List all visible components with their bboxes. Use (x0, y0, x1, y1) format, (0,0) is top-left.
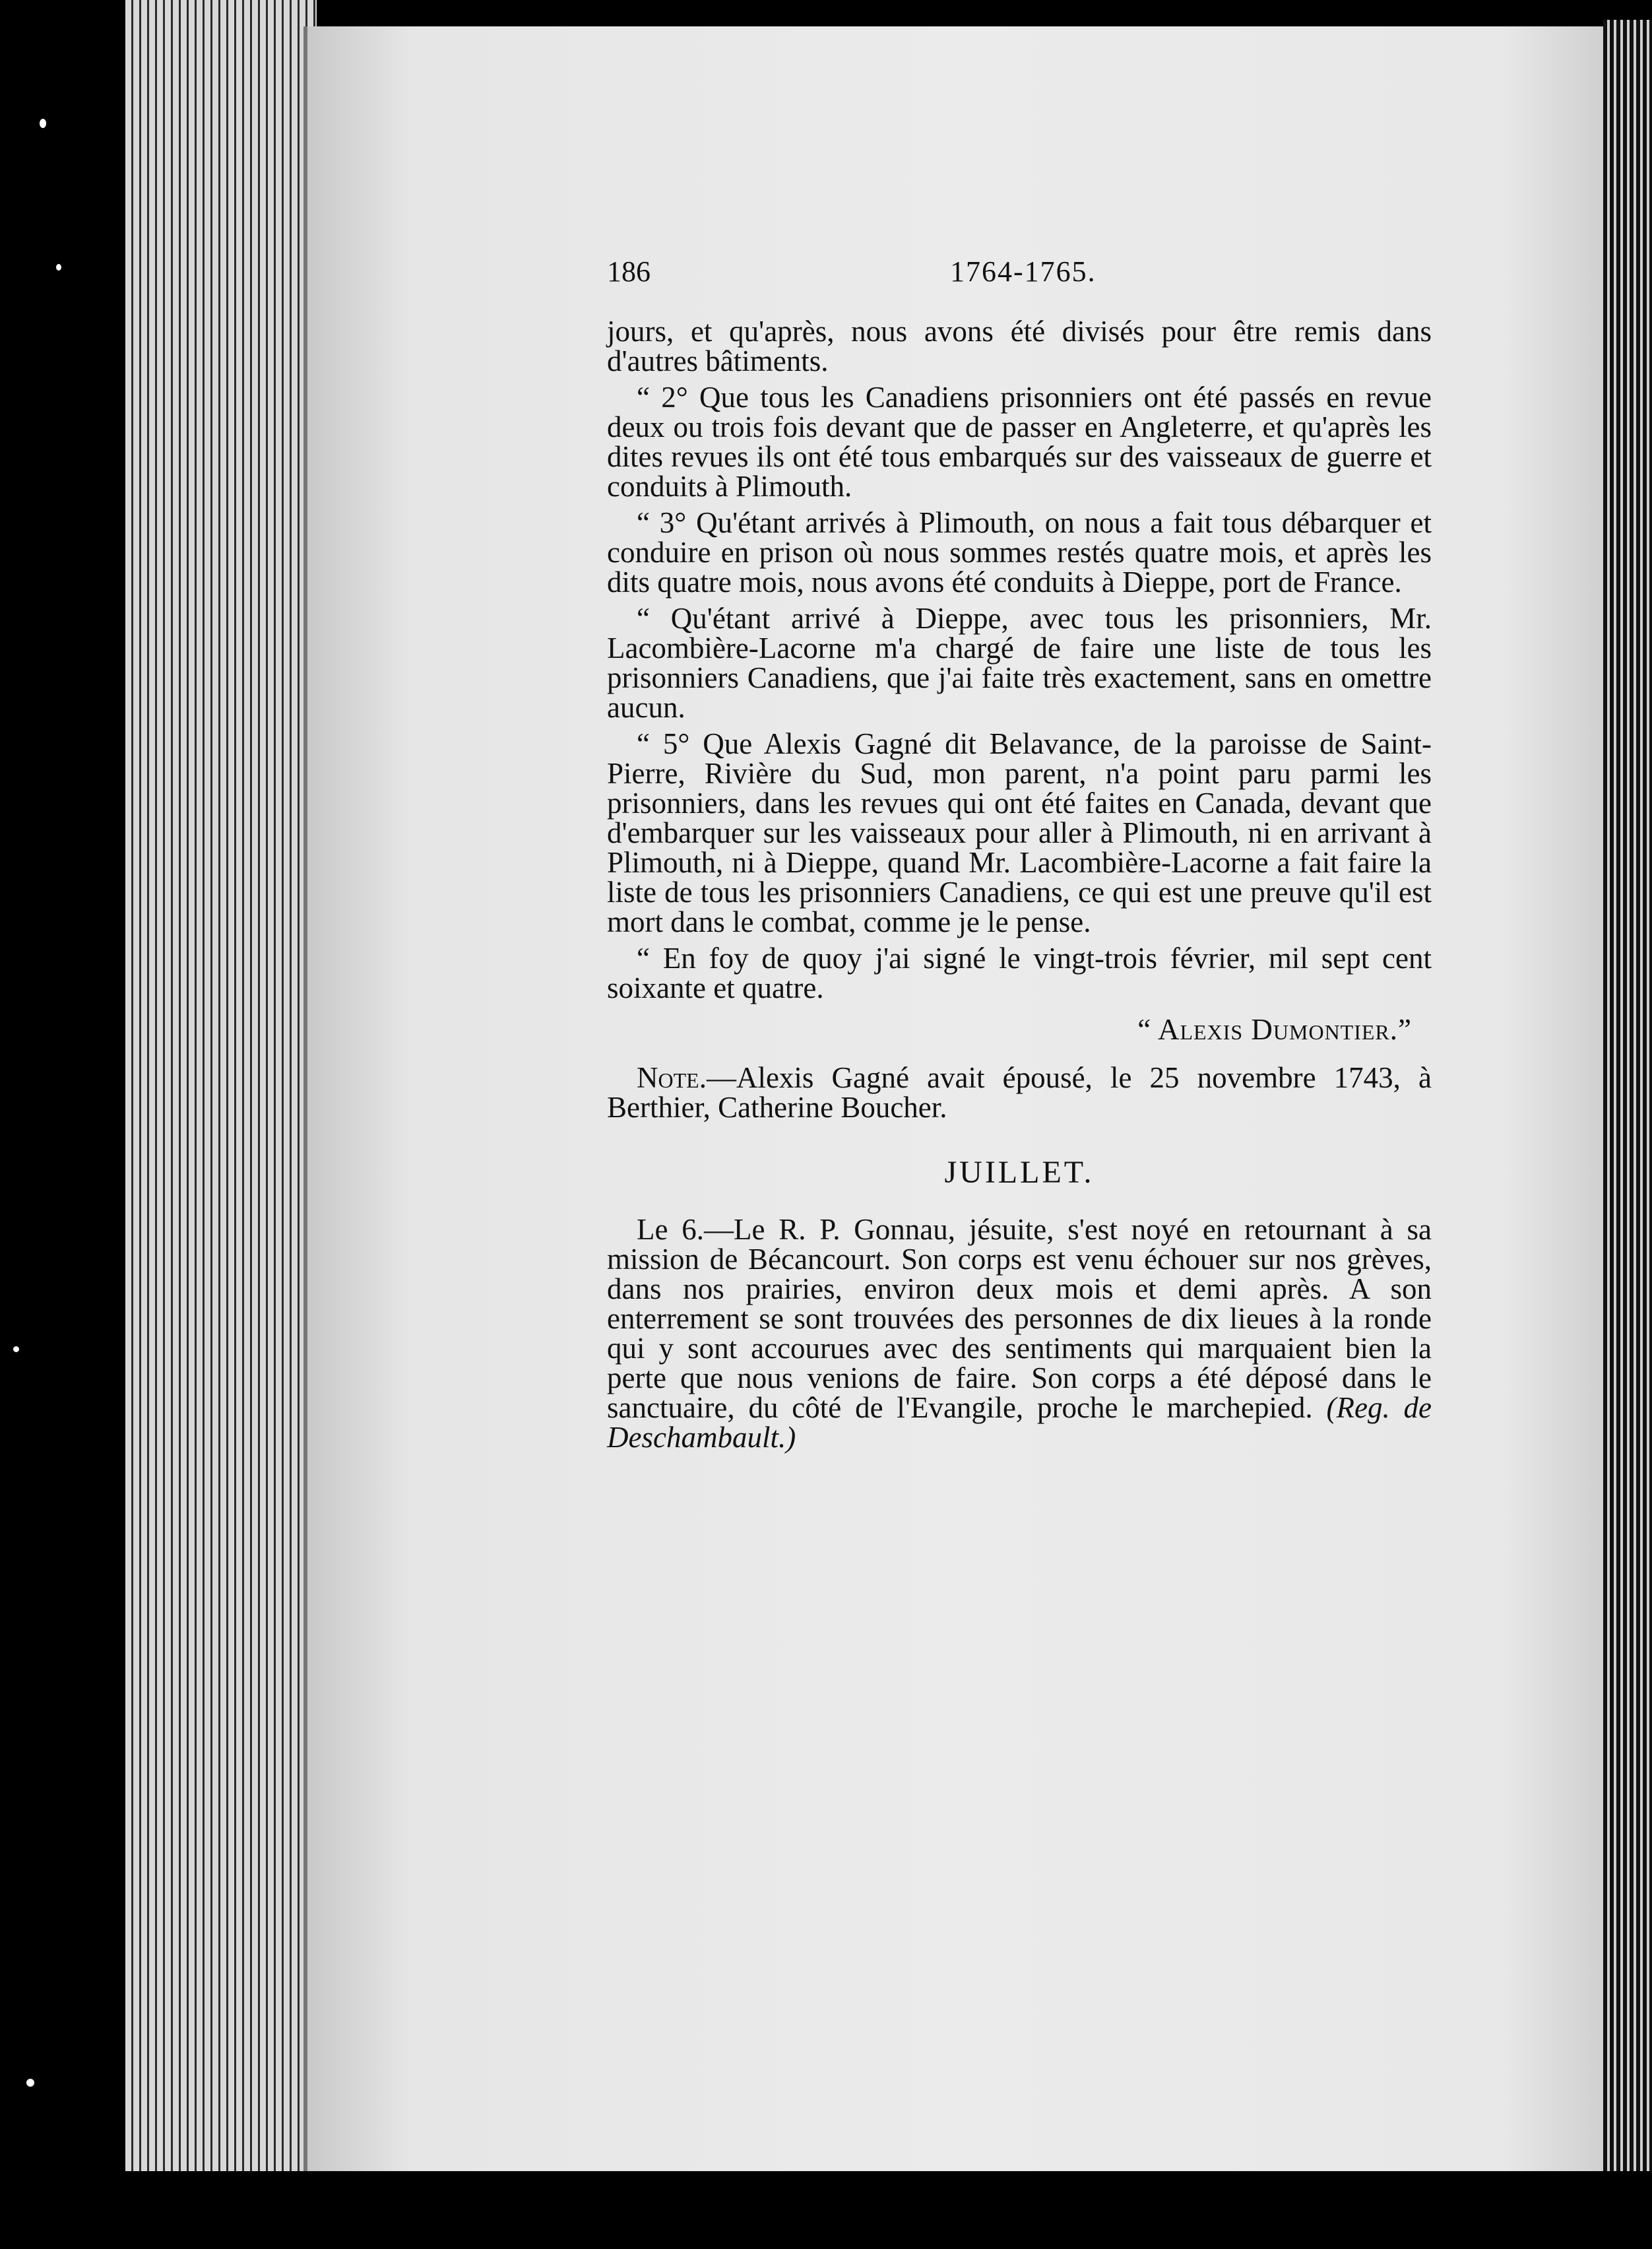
left-dark-margin (0, 0, 125, 2249)
stacked-page-edges (125, 0, 317, 2191)
paragraph-continuation: jours, et qu'après, nous avons été divisés pour être remis dans d'autres bâtiments. (607, 315, 1432, 377)
signature: “ Alexis Dumontier.” (1137, 1013, 1412, 1046)
right-page-edge (1603, 20, 1652, 2198)
citation: (Reg. de Deschambault.) (607, 1391, 1432, 1454)
final-paragraph (607, 1215, 1432, 1452)
note-text: —Alexis Gagné avait épousé, le 25 novembre 1743, à Berthier, Catherine Boucher. (607, 1061, 1432, 1124)
note-label: Note. (637, 1061, 707, 1094)
running-head (607, 251, 1432, 317)
paragraph-point-5: “ 5° Que Alexis Gagné dit Belavance, de la paroisse de Saint-Pierre, Rivière du Sud, mon parent, n'a point paru parmi les prisonniers, dans les revues qui ont été faites en Canada, devant que d'embarquer sur les vaisseaux pour aller à Plimouth, ni en arrivant à Plimouth, ni à Dieppe, quand Mr. Lacombière-Lacorne a fait faire la liste de tous les prisonniers Canadiens, ce qui est une preuve qu'il est mort dans le combat, comme je le pense. (607, 727, 1432, 938)
speck (56, 264, 61, 271)
section-heading: JUILLET. (944, 1155, 1095, 1190)
paragraph-dieppe: “ Qu'étant arrivé à Dieppe, avec tous les prisonniers, Mr. Lacombière-Lacorne m'a chargé de faire une liste de tous les prisonniers Canadiens, que j'ai faite très exactement, sans en omettre aucun. (607, 602, 1432, 724)
final-paragraph-text: Le 6.—Le R. P. Gonnau, jésuite, s'est noyé en retournant à sa mission de Bécancourt. Son corps est venu échouer sur nos grèves, dans nos prairies, environ deux mois et demi après. A son enterrement se sont trouvées des personnes de dix lieues à la ronde qui y sont accourues avec des sentiments qui marquaient bien la perte que nous venions de faire. Son corps a été déposé dans le sanctuaire, du côté de l'Evangile, proche le marchepied. (607, 1213, 1432, 1424)
paragraph-signed: “ En foy de quoy j'ai signé le vingt-trois février, mil sept cent soixante et quatre. (607, 942, 1432, 1004)
bottom-dark-margin (125, 2171, 1652, 2249)
speck (13, 1346, 19, 1352)
running-title: 1764-1765. (950, 255, 1096, 288)
page-number: 186 (607, 255, 651, 288)
paragraph-point-3: “ 3° Qu'étant arrivés à Plimouth, on nous a fait tous débarquer et conduire en prison où nous sommes restés quatre mois, et après les dits quatre mois, nous avons été conduits à Dieppe, port de France. (607, 506, 1432, 599)
note-paragraph (607, 1063, 1432, 1123)
speck (40, 119, 46, 128)
page-text (607, 251, 1432, 1459)
speck (26, 2079, 34, 2087)
paragraph-point-2: “ 2° Que tous les Canadiens prisonniers ont été passés en revue deux ou trois fois devant que de passer en Angleterre, et qu'après les dites revues ils ont été tous embarqués sur des vaisseaux de guerre et conduits à Plimouth. (607, 381, 1432, 503)
